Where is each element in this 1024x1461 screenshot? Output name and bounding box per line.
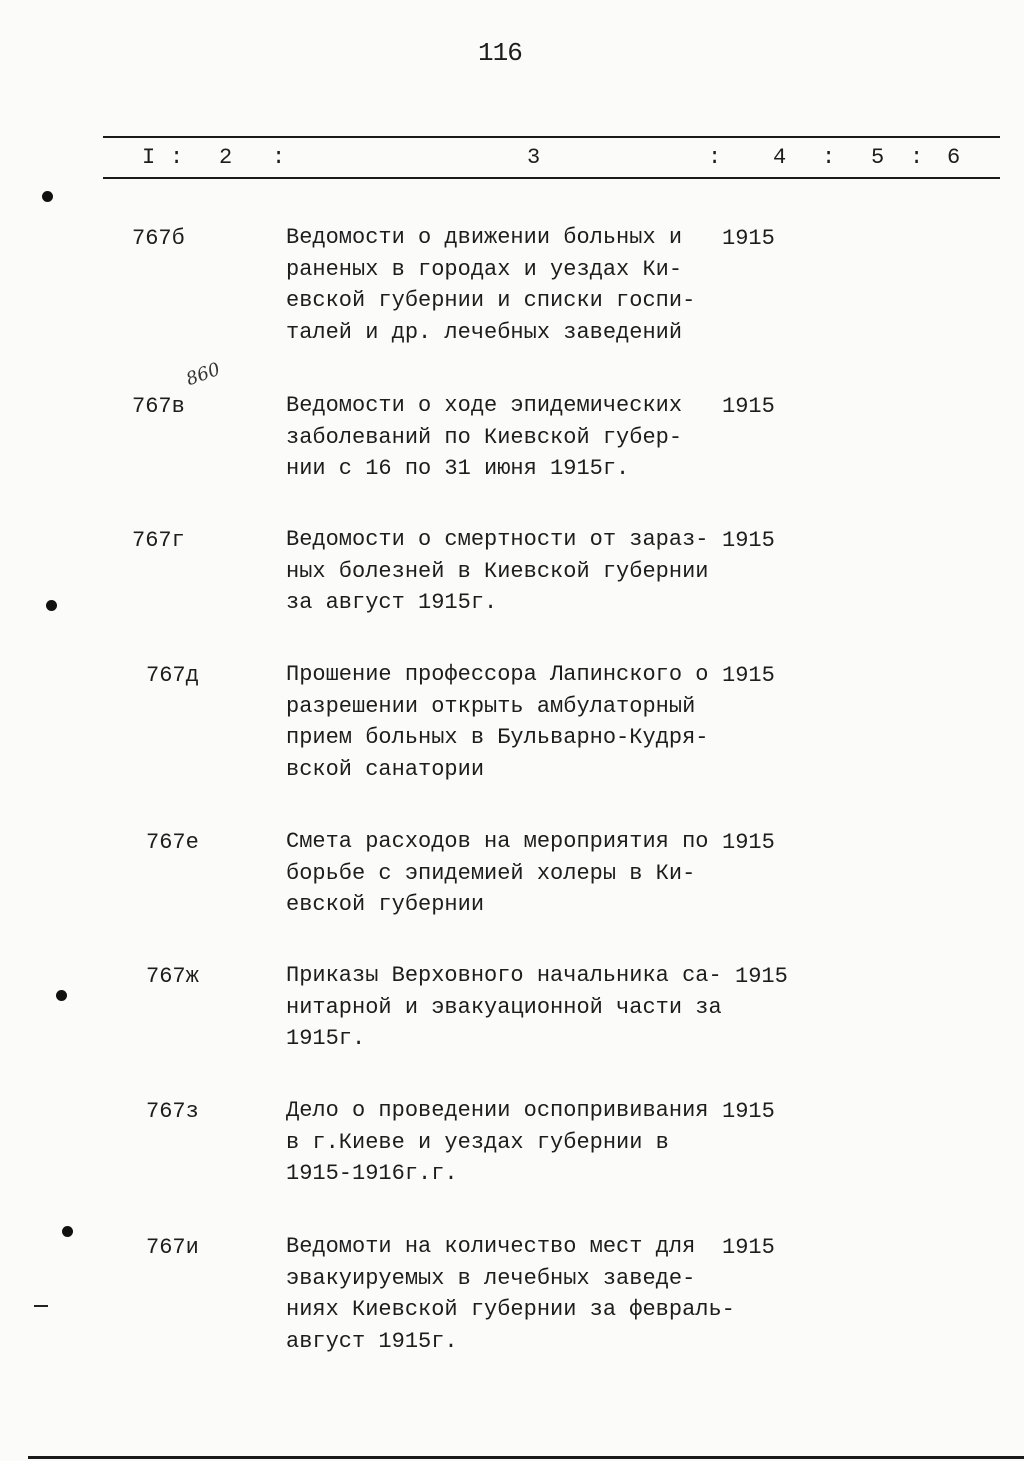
entry-title-line: ных болезней в Киевской губернии <box>286 558 709 584</box>
entry-title <box>286 524 726 619</box>
entry-title-line: август 1915г. <box>286 1328 458 1354</box>
entry-title <box>286 960 726 1055</box>
entry-title-line: нии с 16 по 31 июня 1915г. <box>286 456 630 481</box>
table-top-rule <box>103 136 1000 138</box>
header-separator-2: : <box>272 145 286 170</box>
header-col-1: I <box>142 145 156 170</box>
entry-year: 1915 <box>735 964 788 989</box>
header-separator-3: : <box>708 145 722 170</box>
entry-title-line: талей и др. лечебных заведений <box>286 319 683 345</box>
entry-title <box>286 1231 735 1357</box>
entry-title-line: евской губернии <box>286 892 485 917</box>
entry-title-line: ниях Киевской губернии за февраль- <box>286 1297 735 1322</box>
entry-title-line: раненых в городах и уездах Ки- <box>286 256 683 282</box>
entry-title <box>286 1095 726 1190</box>
entry-number: 767е <box>146 830 199 855</box>
entry-number: 767д <box>146 663 199 688</box>
entry-title-line: в г.Киеве и уездах губернии в <box>286 1129 669 1155</box>
header-col-6: 6 <box>947 145 961 170</box>
entry-number: 767з <box>146 1099 199 1124</box>
binding-hole-mark <box>42 191 53 202</box>
entry-number: 767ж <box>146 964 199 989</box>
entry-title-line: за август 1915г. <box>286 590 498 615</box>
entry-title <box>286 826 726 921</box>
entry-title-line: Дело о проведении оспопрививания <box>286 1098 709 1123</box>
binding-hole-mark <box>56 990 67 1001</box>
page-number: 116 <box>478 38 522 68</box>
entry-title-line: 1915-1916г.г. <box>286 1161 458 1186</box>
header-col-2: 2 <box>219 145 233 170</box>
entry-title-line: 1915г. <box>286 1026 366 1051</box>
entry-year: 1915 <box>722 394 775 419</box>
entry-title-line: разрешении открыть амбулаторный <box>286 693 696 719</box>
entry-title-line: Ведомости о движении больных и <box>286 225 683 250</box>
entry-title <box>286 659 726 785</box>
header-separator-5: : <box>910 145 924 170</box>
entry-year: 1915 <box>722 830 775 855</box>
entry-title-line: заболеваний по Киевской губер- <box>286 424 683 450</box>
entry-title-line: Прошение профессора Лапинского о <box>286 662 709 687</box>
margin-dash-mark <box>34 1305 48 1307</box>
entry-number: 767в <box>132 394 185 419</box>
header-col-4: 4 <box>773 145 787 170</box>
header-separator-1: : <box>170 145 184 170</box>
entry-title-line: Смета расходов на мероприятия по <box>286 829 709 854</box>
header-col-3: 3 <box>527 145 541 170</box>
entry-title-line: Ведомости о ходе эпидемических <box>286 393 683 418</box>
header-separator-4: : <box>822 145 836 170</box>
binding-hole-mark <box>46 600 57 611</box>
entry-year: 1915 <box>722 1235 775 1260</box>
entry-title <box>286 222 726 348</box>
handwritten-note: 860 <box>183 358 223 391</box>
entry-year: 1915 <box>722 226 775 251</box>
entry-number: 767б <box>132 226 185 251</box>
binding-hole-mark <box>62 1226 73 1237</box>
page-bottom-rule <box>28 1456 1024 1459</box>
entry-title-line: борьбе с эпидемией холеры в Ки- <box>286 860 696 886</box>
entry-title-line: Ведомости о смертности от зараз- <box>286 527 709 552</box>
header-col-5: 5 <box>871 145 885 170</box>
entry-title-line: Приказы Верховного начальника са- <box>286 963 722 988</box>
entry-number: 767г <box>132 528 185 553</box>
entry-number: 767и <box>146 1235 199 1260</box>
entry-year: 1915 <box>722 528 775 553</box>
entry-title-line: нитарной и эвакуационной части за <box>286 994 722 1020</box>
entry-year: 1915 <box>722 663 775 688</box>
table-header-rule <box>103 177 1000 179</box>
entry-title-line: вской санатории <box>286 756 485 782</box>
entry-title <box>286 390 726 485</box>
entry-title-line: прием больных в Бульварно-Кудря- <box>286 725 709 750</box>
entry-title-line: Ведомоти на количество мест для <box>286 1234 696 1259</box>
entry-title-line: евской губернии и списки госпи- <box>286 288 696 313</box>
entry-year: 1915 <box>722 1099 775 1124</box>
entry-title-line: эвакуируемых в лечебных заведе- <box>286 1265 696 1291</box>
